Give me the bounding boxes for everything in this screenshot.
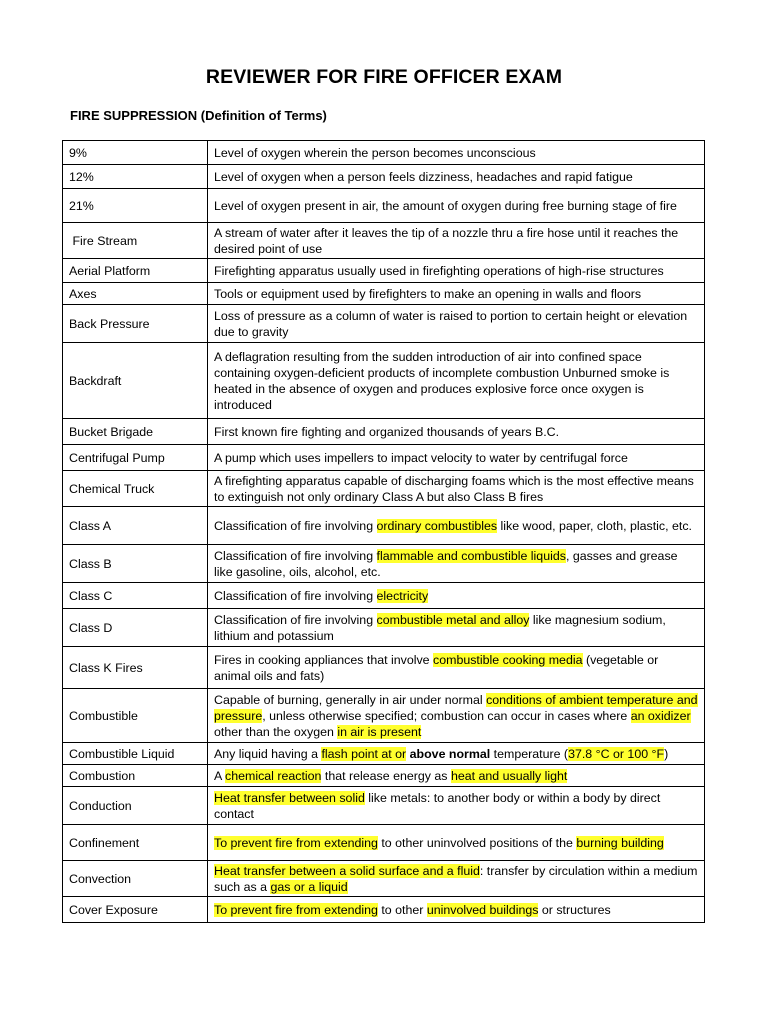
table-row [63, 787, 705, 825]
definition-text: Tools or equipment used by firefighters to make an opening in walls and floors [214, 286, 642, 301]
table-row [63, 189, 705, 223]
definition-text: (vegetable or animal oils and fats) [214, 652, 659, 683]
highlighted-text: Heat transfer between solid [214, 790, 365, 805]
definition-text: A deflagration resulting from the sudden introduction of air into confined space containing oxygen-deficient products of incomplete combustion Unburned smoke is heated in the absence of oxygen and produces explosive force once oxygen is introduced [214, 349, 670, 412]
term-cell: Bucket Brigade [63, 419, 208, 445]
table-row [63, 545, 705, 583]
highlighted-text: in air is present [337, 724, 422, 739]
definition-cell [208, 305, 705, 343]
definition-cell [208, 471, 705, 507]
definition-cell [208, 647, 705, 689]
definition-text: like wood, paper, cloth, plastic, etc. [497, 518, 692, 533]
table-row [63, 765, 705, 787]
definition-text: Fires in cooking appliances that involve [214, 652, 434, 667]
highlighted-text: combustible cooking media [433, 652, 583, 667]
definition-text: Classification of fire involving [214, 548, 377, 563]
highlighted-text: To prevent fire from extending [214, 902, 378, 917]
definition-cell [208, 419, 705, 445]
highlighted-text: an oxidizer [630, 708, 691, 723]
table-row [63, 861, 705, 897]
table-row [63, 445, 705, 471]
definition-text: Level of oxygen present in air, the amount of oxygen during free burning stage of fire [214, 198, 677, 213]
definition-cell [208, 743, 705, 765]
definition-cell [208, 765, 705, 787]
term-cell: Aerial Platform [63, 259, 208, 283]
term-cell: Fire Stream [63, 223, 208, 259]
definition-cell [208, 609, 705, 647]
table-row [63, 259, 705, 283]
term-cell: Combustible Liquid [63, 743, 208, 765]
term-cell: Convection [63, 861, 208, 897]
term-cell: Class A [63, 507, 208, 545]
definition-text: Classification of fire involving [214, 518, 377, 533]
definition-text: Classification of fire involving [214, 588, 377, 603]
definition-text: Capable of burning, generally in air under normal [214, 692, 487, 707]
definition-text: First known fire fighting and organized thousands of years B.C. [214, 424, 560, 439]
definition-text: that release energy as [321, 768, 451, 783]
definition-text: or structures [538, 902, 611, 917]
table-row [63, 471, 705, 507]
highlighted-text: electricity [376, 588, 429, 603]
highlighted-text: burning building [576, 835, 664, 850]
definition-text: A firefighting apparatus capable of discharging foams which is the most effective means to extinguish not only ordinary Class A but also Class B fires [214, 473, 694, 504]
definition-cell [208, 861, 705, 897]
highlighted-text: chemical reaction [225, 768, 322, 783]
definition-text: temperature ( [490, 746, 569, 761]
definition-text: like magnesium sodium, lithium and potassium [214, 612, 666, 643]
term-cell: Confinement [63, 825, 208, 861]
table-row [63, 223, 705, 259]
definition-text: Loss of pressure as a column of water is raised to portion to certain height or elevation due to gravity [214, 308, 688, 339]
term-cell: 12% [63, 165, 208, 189]
definition-text: Any liquid having a [214, 746, 322, 761]
table-row [63, 897, 705, 923]
table-row [63, 609, 705, 647]
term-cell: Class D [63, 609, 208, 647]
term-cell: Centrifugal Pump [63, 445, 208, 471]
term-cell: Conduction [63, 787, 208, 825]
term-cell: Class B [63, 545, 208, 583]
term-cell: Combustible [63, 689, 208, 743]
table-row [63, 419, 705, 445]
table-row [63, 825, 705, 861]
term-cell: Backdraft [63, 343, 208, 419]
definition-text: : transfer by circulation within a medium such as a [214, 863, 698, 894]
definition-cell [208, 545, 705, 583]
definition-cell [208, 189, 705, 223]
definition-cell [208, 689, 705, 743]
highlighted-text: ordinary combustibles [376, 518, 498, 533]
table-row [63, 283, 705, 305]
term-cell: Axes [63, 283, 208, 305]
definition-text: like metals: to another body or within a body by direct contact [214, 790, 661, 821]
highlighted-text: combustible metal and alloy [376, 612, 530, 627]
table-row [63, 141, 705, 165]
highlighted-text: To prevent fire from extending [214, 835, 378, 850]
highlighted-text: flash point at or [321, 746, 407, 761]
section-heading: FIRE SUPPRESSION (Definition of Terms) [70, 108, 327, 123]
term-cell: Class C [63, 583, 208, 609]
document-title: REVIEWER FOR FIRE OFFICER EXAM [205, 66, 563, 88]
term-cell: Chemical Truck [63, 471, 208, 507]
definition-cell [208, 283, 705, 305]
highlighted-text: conditions of ambient temperature and pressure [214, 692, 698, 723]
definition-cell [208, 141, 705, 165]
term-cell: 21% [63, 189, 208, 223]
table-row [63, 305, 705, 343]
bold-text: above normal [409, 746, 491, 761]
term-cell: Class K Fires [63, 647, 208, 689]
highlighted-text: Heat transfer between a solid surface and a fluid [214, 863, 480, 878]
highlighted-text: flammable and combustible liquids [376, 548, 566, 563]
definition-cell [208, 343, 705, 419]
definition-cell [208, 825, 705, 861]
definition-text: to other [377, 902, 427, 917]
highlighted-text: uninvolved buildings [426, 902, 539, 917]
table-row [63, 583, 705, 609]
definition-text: , unless otherwise specified; combustion can occur in cases where [262, 708, 631, 723]
definition-cell [208, 445, 705, 471]
definition-text: ) [664, 746, 669, 761]
term-cell: 9% [63, 141, 208, 165]
definition-text: Level of oxygen wherein the person becomes unconscious [214, 145, 536, 160]
highlighted-text: 37.8 °C or 100 °F [568, 746, 665, 761]
definition-cell [208, 787, 705, 825]
definition-text: other than the oxygen [214, 724, 338, 739]
definition-text: Level of oxygen when a person feels dizziness, headaches and rapid fatigue [214, 169, 633, 184]
term-cell: Combustion [63, 765, 208, 787]
term-cell: Cover Exposure [63, 897, 208, 923]
table-row [63, 647, 705, 689]
definition-text: A pump which uses impellers to impact velocity to water by centrifugal force [214, 450, 628, 465]
table-row [63, 507, 705, 545]
definition-text: to other uninvolved positions of the [377, 835, 577, 850]
highlighted-text: gas or a liquid [270, 879, 348, 894]
highlighted-text: heat and usually light [450, 768, 568, 783]
definition-cell [208, 223, 705, 259]
table-row [63, 689, 705, 743]
definition-text: , gasses and grease like gasoline, oils, alcohol, etc. [214, 548, 678, 579]
definition-text: Firefighting apparatus usually used in firefighting operations of high-rise structures [214, 263, 664, 278]
definition-cell [208, 259, 705, 283]
table-row [63, 743, 705, 765]
table-row [63, 343, 705, 419]
definition-cell [208, 507, 705, 545]
table-row [63, 165, 705, 189]
definition-cell [208, 165, 705, 189]
term-cell: Back Pressure [63, 305, 208, 343]
definition-cell [208, 897, 705, 923]
definition-text: A [214, 768, 226, 783]
definition-text: Classification of fire involving [214, 612, 377, 627]
terms-table [62, 140, 705, 923]
definition-text: A stream of water after it leaves the tip of a nozzle thru a fire hose until it reaches the desired point of use [214, 225, 679, 256]
definition-cell [208, 583, 705, 609]
